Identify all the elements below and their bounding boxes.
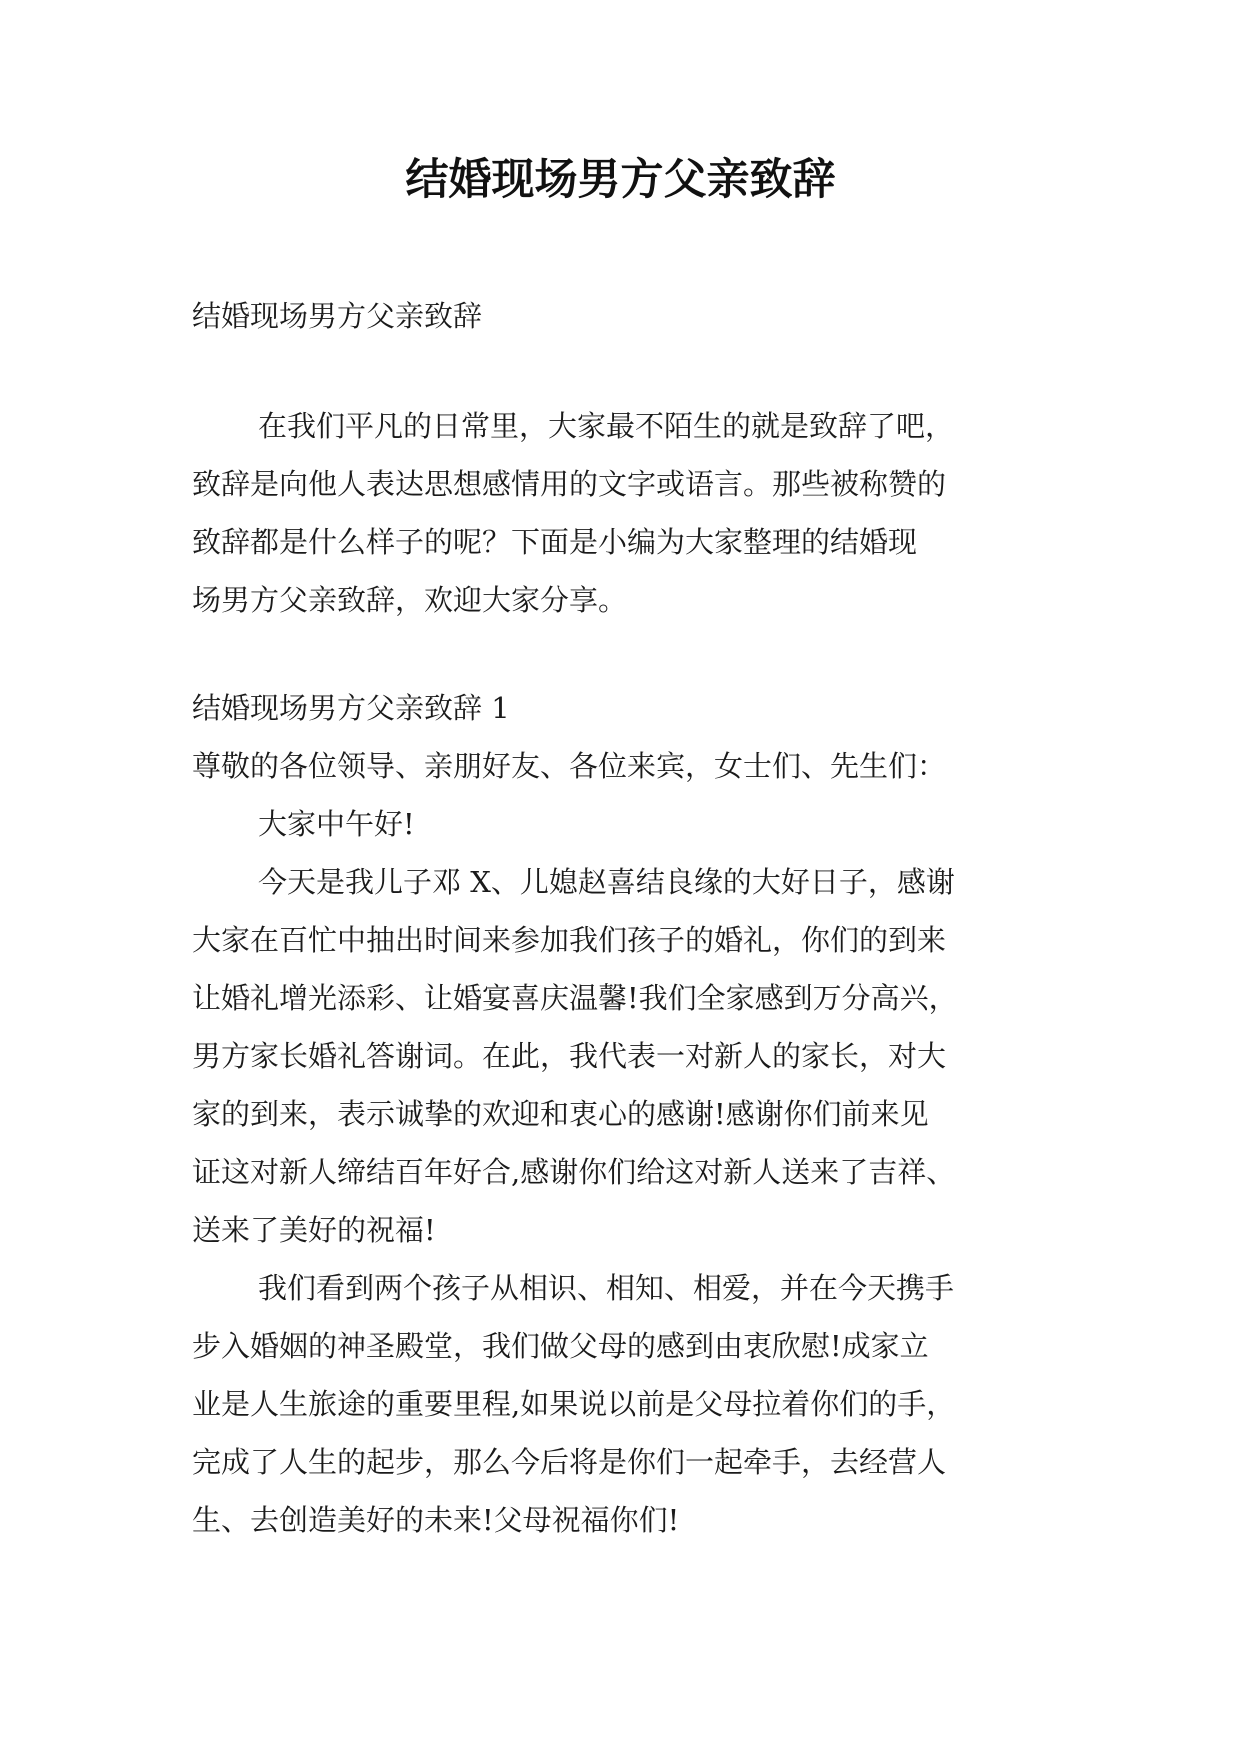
- paragraph-line: 让婚礼增光添彩、让婚宴喜庆温馨!我们全家感到万分高兴，: [192, 981, 958, 1015]
- speech-paragraph-2: [192, 1259, 1064, 1549]
- paragraph-line: 步入婚姻的神圣殿堂，我们做父母的感到由衷欣慰!成家立: [192, 1329, 929, 1363]
- intro-line: 在我们平凡的日常里，大家最不陌生的就是致辞了吧，: [258, 409, 955, 443]
- greeting: 大家中午好!: [258, 807, 415, 841]
- intro-line: 致辞是向他人表达思想感情用的文字或语言。那些被称赞的: [192, 467, 947, 501]
- section-heading: 结婚现场男方父亲致辞 1: [192, 691, 510, 725]
- paragraph-line: 大家在百忙中抽出时间来参加我们孩子的婚礼，你们的到来: [192, 923, 947, 957]
- paragraph-line: 业是人生旅途的重要里程,如果说以前是父母拉着你们的手，: [192, 1387, 956, 1421]
- intro-line: 场男方父亲致辞，欢迎大家分享。: [192, 583, 628, 617]
- document-title: 结婚现场男方父亲致辞: [405, 155, 836, 205]
- paragraph-line: 完成了人生的起步，那么今后将是你们一起牵手，去经营人: [192, 1445, 947, 1479]
- paragraph-line: 男方家长婚礼答谢词。在此，我代表一对新人的家长，对大: [192, 1039, 947, 1073]
- paragraph-line: 生、去创造美好的未来!父母祝福你们!: [192, 1503, 680, 1537]
- speech-paragraph-1: [192, 853, 1064, 1259]
- salutation: 尊敬的各位领导、亲朋好友、各位来宾，女士们、先生们：: [192, 749, 947, 783]
- paragraph-line: 证这对新人缔结百年好合,感谢你们给这对新人送来了吉祥、: [192, 1155, 956, 1189]
- document-subtitle: 结婚现场男方父亲致辞: [192, 299, 483, 333]
- document-body: [192, 287, 1064, 1549]
- intro-paragraph: [192, 397, 1064, 629]
- intro-line: 致辞都是什么样子的呢？下面是小编为大家整理的结婚现: [192, 525, 918, 559]
- paragraph-line: 我们看到两个孩子从相识、相知、相爱，并在今天携手: [258, 1271, 955, 1305]
- paragraph-line: 家的到来，表示诚挚的欢迎和衷心的感谢!感谢你们前来见: [192, 1097, 929, 1131]
- paragraph-line: 今天是我儿子邓 X、儿媳赵喜结良缘的大好日子，感谢: [258, 865, 955, 899]
- paragraph-line: 送来了美好的祝福!: [192, 1213, 436, 1247]
